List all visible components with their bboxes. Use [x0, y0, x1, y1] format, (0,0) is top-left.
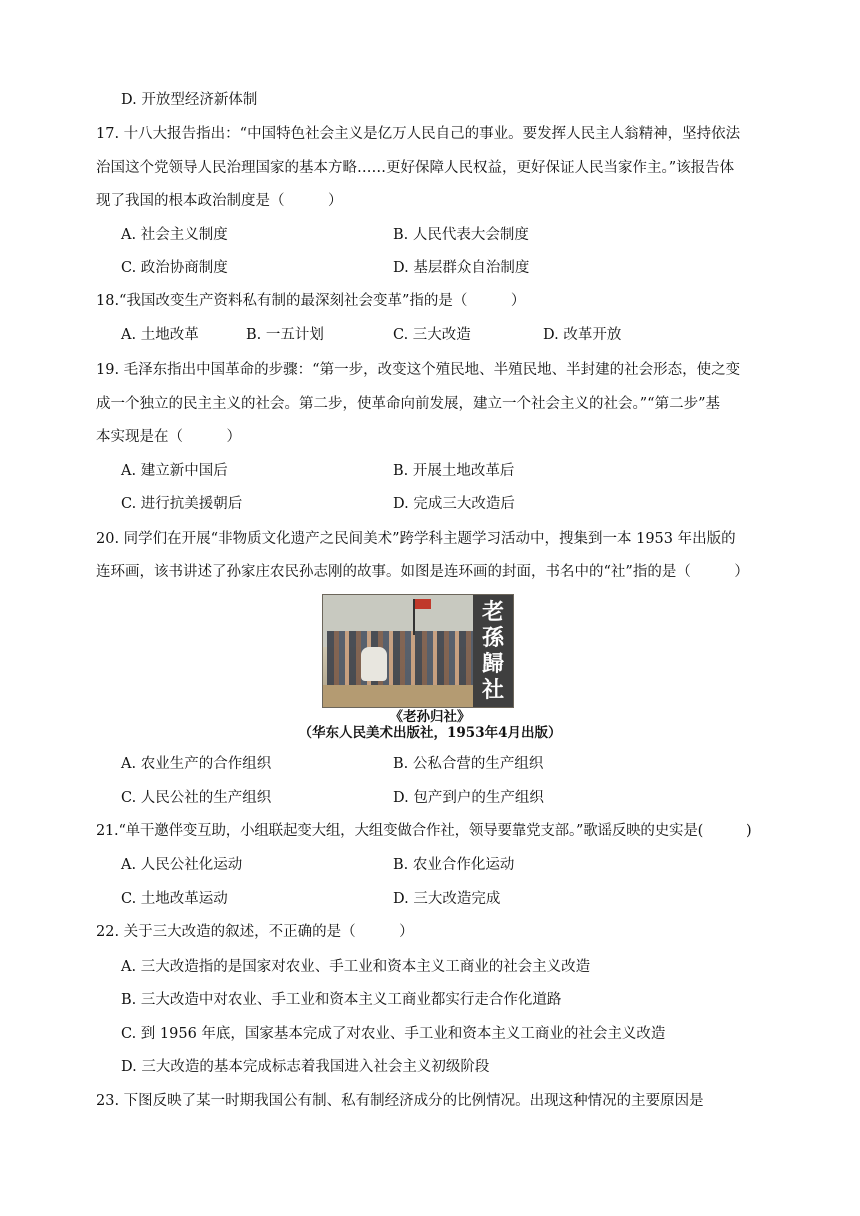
q19-stem-line3: 本实现是在（ ） — [96, 429, 241, 445]
q21-option-b: B. 农业合作化运动 — [393, 857, 515, 873]
q21-option-d: D. 三大改造完成 — [393, 891, 501, 907]
cover-crowd — [327, 631, 473, 689]
q18-stem: 18.“我国改变生产资料私有制的最深刻社会变革”指的是（ ） — [96, 293, 526, 309]
white-horse-figure — [361, 647, 387, 681]
q17-option-c: C. 政治协商制度 — [121, 260, 228, 276]
q22-option-b: B. 三大改造中对农业、手工业和资本主义工商业都实行走合作化道路 — [121, 992, 562, 1008]
comic-cover-image — [322, 594, 514, 708]
q19-stem-line1: 19. 毛泽东指出中国革命的步骤：“第一步，改变这个殖民地、半殖民地、半封建的社会形态，使之变 — [96, 362, 741, 378]
q19-stem-line2: 成一个独立的民主主义的社会。第二步，使革命向前发展，建立一个社会主义的社会。”“第二步”基 — [96, 396, 720, 412]
q16-option-d: D. 开放型经济新体制 — [121, 92, 258, 108]
q19-option-a: A. 建立新中国后 — [121, 463, 228, 479]
q23-stem: 23. 下图反映了某一时期我国公有制、私有制经济成分的比例情况。出现这种情况的主要原因是 — [96, 1093, 704, 1109]
red-flag-icon — [415, 599, 431, 609]
q18-option-b: B. 一五计划 — [246, 327, 324, 343]
q19-option-b: B. 开展土地改革后 — [393, 463, 515, 479]
q17-stem-line3: 现了我国的根本政治制度是（ ） — [96, 193, 343, 209]
q19-option-c: C. 进行抗美援朝后 — [121, 496, 243, 512]
q21-option-a: A. 人民公社化运动 — [121, 857, 243, 873]
cover-title-char-2: 孫 — [481, 625, 504, 651]
q19-option-d: D. 完成三大改造后 — [393, 496, 515, 512]
q22-option-c: C. 到 1956 年底，国家基本完成了对农业、手工业和资本主义工商业的社会主义改造 — [121, 1026, 666, 1042]
q18-option-a: A. 土地改革 — [121, 327, 199, 343]
q18-option-d: D. 改革开放 — [543, 327, 622, 343]
q22-stem: 22. 关于三大改造的叙述，不正确的是（ ） — [96, 924, 414, 940]
q17-option-d: D. 基层群众自治制度 — [393, 260, 530, 276]
q20-stem-line1: 20. 同学们在开展“非物质文化遗产之民间美术”跨学科主题学习活动中，搜集到一本 1953 年出版的 — [96, 531, 736, 547]
q20-stem-line2: 连环画，该书讲述了孙家庄农民孙志刚的故事。如图是连环画的封面，书名中的“社”指的是（ ） — [96, 564, 749, 580]
q17-stem-line2: 治国这个党领导人民治理国家的基本方略……更好保障人民权益，更好保证人民当家作主。”该报告体 — [96, 160, 735, 176]
q20-option-d: D. 包产到户的生产组织 — [393, 790, 544, 806]
cover-title-band — [473, 595, 513, 707]
q21-option-c: C. 土地改革运动 — [121, 891, 228, 907]
q21-stem: 21.“单干邀伴变互助，小组联起变大组，大组变做合作社，领导要靠党支部。”歌谣反映的史实是( ) — [96, 823, 752, 839]
q20-option-a: A. 农业生产的合作组织 — [121, 756, 272, 772]
q22-option-d: D. 三大改造的基本完成标志着我国进入社会主义初级阶段 — [121, 1059, 490, 1075]
q17-option-b: B. 人民代表大会制度 — [393, 227, 529, 243]
q17-stem-line1: 17. 十八大报告指出：“中国特色社会主义是亿万人民自己的事业。要发挥人民主人翁精神，坚持依法 — [96, 126, 741, 142]
cover-title-char-4: 社 — [481, 677, 504, 703]
q20-option-b: B. 公私合营的生产组织 — [393, 756, 544, 772]
q20-option-c: C. 人民公社的生产组织 — [121, 790, 272, 806]
cover-title-char-3: 歸 — [481, 651, 504, 677]
cover-title-char-1: 老 — [481, 599, 504, 625]
figure-caption-title: 《老孙归社》 — [389, 709, 471, 725]
cover-ground — [323, 685, 473, 707]
q18-option-c: C. 三大改造 — [393, 327, 471, 343]
figure-caption-publisher: （华东人民美术出版社，1953年4月出版） — [298, 725, 562, 741]
q22-option-a: A. 三大改造指的是国家对农业、手工业和资本主义工商业的社会主义改造 — [121, 959, 591, 975]
q17-option-a: A. 社会主义制度 — [121, 227, 228, 243]
